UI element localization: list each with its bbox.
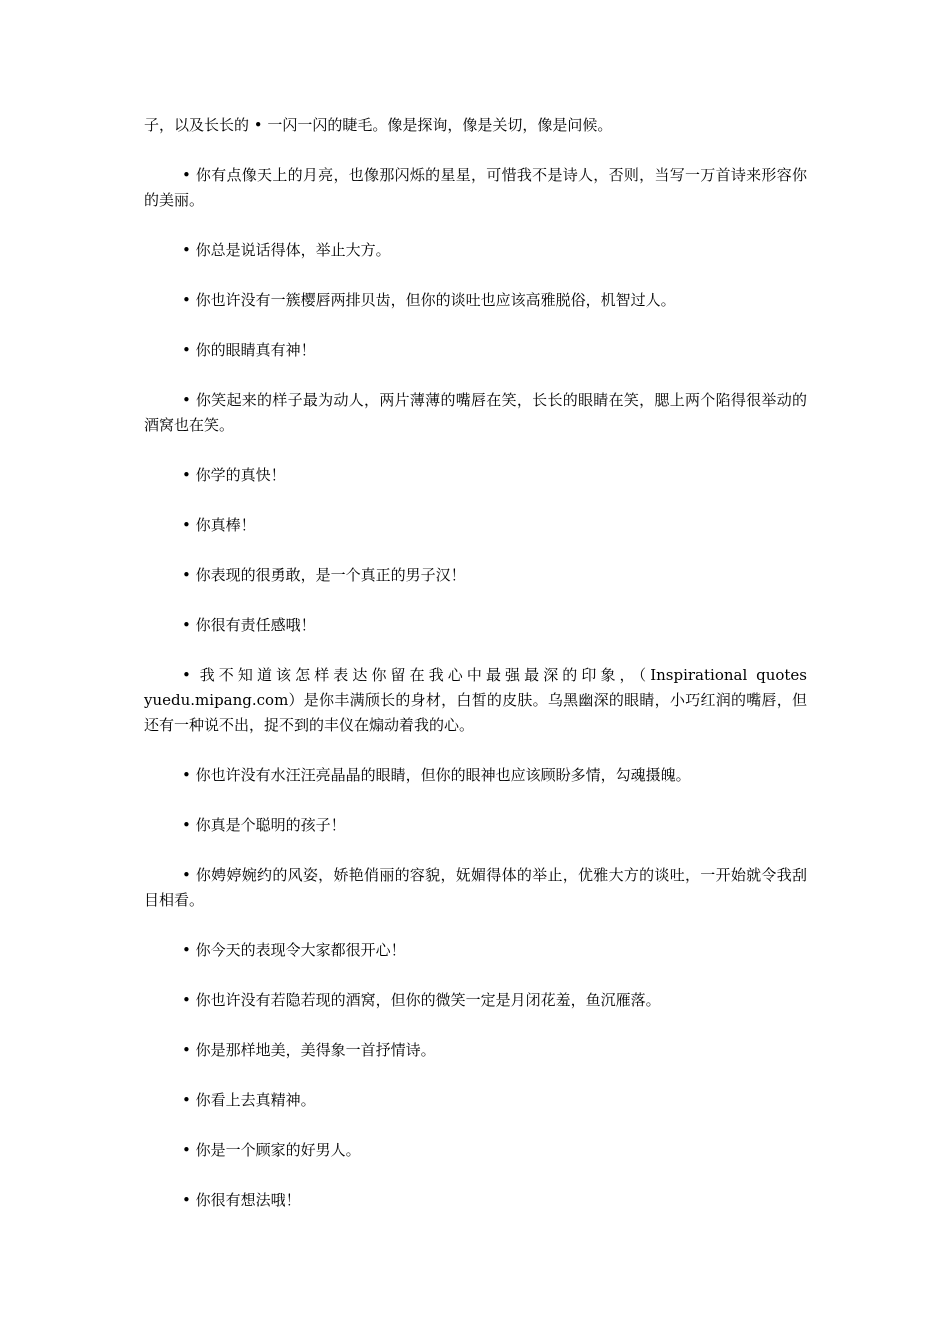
paragraph-compliment: • 我不知道该怎样表达你留在我心中最强最深的印象，（Inspirational quotes yuedu.mipang.com）是你丰满颀长的身材，白皙的皮肤。乌黑幽深的眼睛，小巧红润的嘴唇，但还有一种说不出，捉不到的丰仪在煽动着我的心。 <box>144 666 807 734</box>
paragraph-compliment: • 你笑起来的样子最为动人，两片薄薄的嘴唇在笑，长长的眼睛在笑，腮上两个陷得很举动的酒窝也在笑。 <box>144 391 807 434</box>
document-page <box>144 113 807 1238</box>
paragraph-compliment: • 你真棒！ <box>182 516 256 534</box>
paragraph-compliment: • 你有点像天上的月亮，也像那闪烁的星星，可惜我不是诗人，否则，当写一万首诗来形容你的美丽。 <box>144 166 807 209</box>
paragraph-compliment: • 你很有想法哦！ <box>182 1191 301 1209</box>
paragraph-compliment: • 你也许没有一簇樱唇两排贝齿，但你的谈吐也应该高雅脱俗，机智过人。 <box>182 291 676 309</box>
paragraph-compliment: • 你真是个聪明的孩子！ <box>182 816 346 834</box>
paragraph-compliment: • 你表现的很勇敢，是一个真正的男子汉！ <box>182 566 466 584</box>
paragraph-compliment: • 你的眼睛真有神！ <box>182 341 316 359</box>
paragraph-compliment: • 你今天的表现令大家都很开心！ <box>182 941 406 959</box>
paragraph-compliment: • 你学的真快！ <box>182 466 286 484</box>
paragraph-compliment: • 你也许没有若隐若现的酒窝，但你的微笑一定是月闭花羞，鱼沉雁落。 <box>182 991 661 1009</box>
paragraph-continuation: 子，以及长长的 • 一闪一闪的睫毛。像是探询，像是关切，像是问候。 <box>144 116 613 134</box>
paragraph-compliment: • 你娉婷婉约的风姿，娇艳俏丽的容貌，妩媚得体的举止，优雅大方的谈吐，一开始就令我刮目相看。 <box>144 866 807 909</box>
paragraph-compliment: • 你总是说话得体，举止大方。 <box>182 241 391 259</box>
paragraph-compliment: • 你也许没有水汪汪亮晶晶的眼睛，但你的眼神也应该顾盼多情，勾魂摄魄。 <box>182 766 691 784</box>
paragraph-compliment: • 你很有责任感哦！ <box>182 616 316 634</box>
paragraph-compliment: • 你看上去真精神。 <box>182 1091 316 1109</box>
paragraph-compliment: • 你是那样地美，美得象一首抒情诗。 <box>182 1041 436 1059</box>
paragraph-compliment: • 你是一个顾家的好男人。 <box>182 1141 361 1159</box>
